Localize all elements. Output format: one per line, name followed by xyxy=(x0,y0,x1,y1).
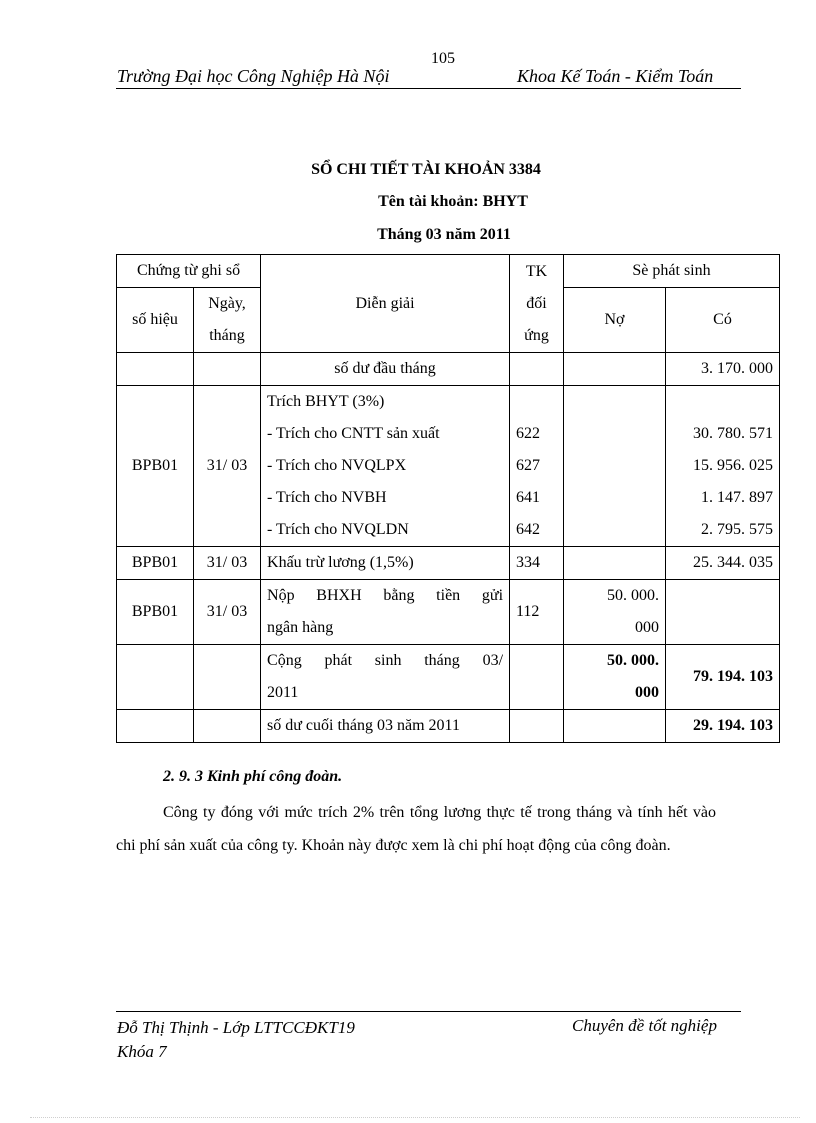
row-no-line: 000 xyxy=(635,619,660,636)
header-chung-tu: Chứng từ ghi sổ xyxy=(117,255,261,288)
row-co-line: 30. 780. 571 xyxy=(693,425,774,442)
header-co: Có xyxy=(666,288,780,353)
row-desc xyxy=(261,386,510,547)
footer-author xyxy=(117,1016,355,1064)
ledger-title: SỔ CHI TIẾT TÀI KHOẢN 3384 xyxy=(311,161,541,178)
page-number: 105 xyxy=(431,50,455,67)
total-co: 79. 194. 103 xyxy=(666,645,780,710)
header-tk-3: ứng xyxy=(524,326,549,344)
header-ngay-1: Ngày, xyxy=(208,295,246,312)
row-co xyxy=(666,386,780,547)
header-tk xyxy=(510,255,564,353)
header-university: Trường Đại học Công Nghiệp Hà Nội xyxy=(117,66,390,86)
header-dien-giai: Diễn giải xyxy=(261,255,510,353)
footer-author-line: Đỗ Thị Thịnh - Lớp LTTCCĐKT19 xyxy=(117,1018,355,1037)
footer-doc-type: Chuyên đề tốt nghiệp xyxy=(572,1016,717,1035)
table-row xyxy=(117,580,780,645)
table-row-closing xyxy=(117,710,780,743)
row-tk-line xyxy=(516,386,557,418)
row-desc-line: - Trích cho NVQLPX xyxy=(267,457,407,474)
row-desc-line: - Trích cho NVQLDN xyxy=(267,521,409,538)
section-heading: 2. 9. 3 Kinh phí công đoàn. xyxy=(163,768,343,785)
footer-course-line: Khóa 7 xyxy=(117,1042,167,1061)
total-desc-line: Cộng phát sinh tháng 03/ xyxy=(267,652,504,669)
total-no-line: 000 xyxy=(635,684,660,701)
table-row-opening xyxy=(117,353,780,386)
table-row xyxy=(117,547,780,580)
header-phat-sinh: Sè phát sinh xyxy=(564,255,780,288)
row-tk-line: 627 xyxy=(516,457,541,474)
ledger-period: Tháng 03 năm 2011 xyxy=(377,226,511,243)
row-desc-line: Trích BHYT (3%) xyxy=(267,393,385,410)
page-edge-divider xyxy=(30,1117,800,1118)
table-header-row xyxy=(117,255,780,288)
row-tk-line: 641 xyxy=(516,489,541,506)
row-desc-line: - Trích cho CNTT sản xuất xyxy=(267,425,440,442)
row-tk: 334 xyxy=(510,547,564,580)
row-co-line: 2. 795. 575 xyxy=(701,521,774,538)
total-no xyxy=(564,645,666,710)
row-desc-line: ngân hàng xyxy=(267,619,334,636)
account-name: Tên tài khoản: BHYT xyxy=(378,193,528,210)
header-ngay-2: tháng xyxy=(209,327,245,344)
header-tk-1: TK xyxy=(525,262,548,280)
header-so-hieu: số hiệu xyxy=(117,288,194,353)
row-tk-line: 642 xyxy=(516,521,541,538)
row-tk xyxy=(510,386,564,547)
header-divider xyxy=(116,88,741,89)
section-paragraph: Công ty đóng với mức trích 2% trên tổng lương thực tế trong tháng và tính hết vào chi phí sản xuất của công ty. Khoản này được xem là chi phí hoạt động của công đoàn. xyxy=(116,804,716,854)
total-desc xyxy=(261,645,510,710)
row-ngay: 31/ 03 xyxy=(194,386,261,547)
header-no: Nợ xyxy=(564,288,666,353)
total-no-line: 50. 000. xyxy=(607,652,660,669)
opening-desc: số dư đầu tháng xyxy=(261,353,510,386)
row-so-hieu: BPB01 xyxy=(117,386,194,547)
closing-desc: số dư cuối tháng 03 năm 2011 xyxy=(261,710,510,743)
closing-co: 29. 194. 103 xyxy=(666,710,780,743)
row-no xyxy=(564,580,666,645)
row-so-hieu: BPB01 xyxy=(117,580,194,645)
header-faculty: Khoa Kế Toán - Kiểm Toán xyxy=(517,66,714,86)
footer-divider xyxy=(116,1011,741,1012)
row-co: 25. 344. 035 xyxy=(666,547,780,580)
row-so-hieu: BPB01 xyxy=(117,547,194,580)
ledger-table xyxy=(116,254,780,743)
row-desc-line: Nộp BHXH bằng tiền gửi xyxy=(267,587,504,604)
row-co-line: 1. 147. 897 xyxy=(701,489,774,506)
row-tk: 112 xyxy=(510,580,564,645)
row-co-line xyxy=(672,386,773,418)
row-co-line: 15. 956. 025 xyxy=(693,457,774,474)
header-ngay xyxy=(194,288,261,353)
row-ngay: 31/ 03 xyxy=(194,580,261,645)
table-row-total xyxy=(117,645,780,710)
total-desc-line: 2011 xyxy=(267,684,299,701)
row-desc xyxy=(261,580,510,645)
row-desc-line: - Trích cho NVBH xyxy=(267,489,387,506)
opening-co: 3. 170. 000 xyxy=(666,353,780,386)
row-desc: Khấu trừ lương (1,5%) xyxy=(261,547,510,580)
row-ngay: 31/ 03 xyxy=(194,547,261,580)
header-tk-2: đối xyxy=(526,294,547,312)
row-no-line: 50. 000. xyxy=(607,587,660,604)
table-row xyxy=(117,386,780,547)
row-tk-line: 622 xyxy=(516,425,541,442)
